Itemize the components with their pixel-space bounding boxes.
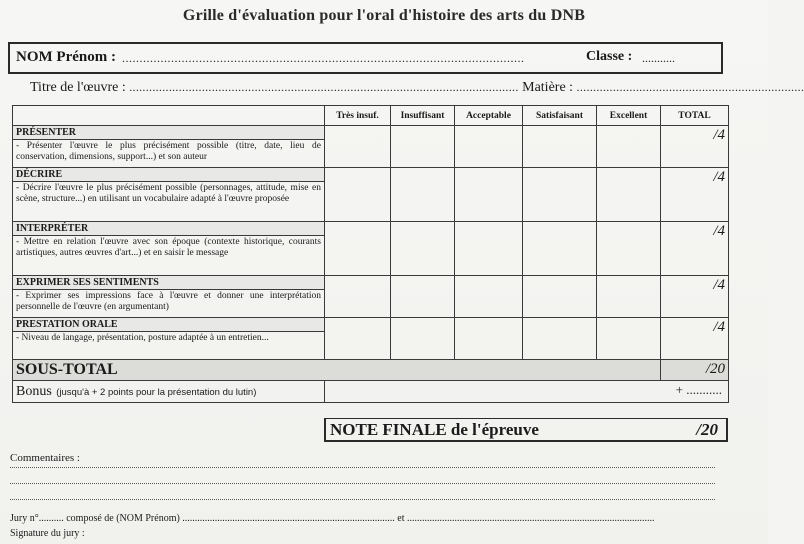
section-total: /4	[661, 276, 729, 318]
matiere-field[interactable]: .....................................................................	[576, 80, 804, 94]
bonus-note: (jusqu'à + 2 points pour la présentation du lutin)	[56, 387, 257, 398]
section-title: PRESTATION ORALE	[13, 318, 325, 332]
comments-line[interactable]	[10, 468, 715, 484]
score-cell[interactable]	[597, 318, 661, 360]
sous-total-row	[13, 360, 729, 381]
score-cell[interactable]	[523, 318, 597, 360]
score-cell[interactable]	[325, 126, 391, 168]
nom-prenom-field[interactable]: ...................................................................................................................	[122, 51, 525, 65]
score-cell[interactable]	[391, 276, 455, 318]
note-finale-label: NOTE FINALE de l'épreuve	[330, 420, 539, 439]
comments-area[interactable]	[10, 452, 715, 500]
criteria-description: - Décrire l'œuvre le plus précisément possible (personnages, attitude, mise en scène, structure...) en utilisant un vocabulaire adapté à l'œuvre proposée	[13, 182, 325, 222]
sous-total-score: /20	[661, 360, 729, 381]
score-cell[interactable]	[523, 126, 597, 168]
col-acceptable: Acceptable	[455, 106, 523, 126]
score-cell[interactable]	[455, 168, 523, 222]
section-row-prestation	[13, 318, 729, 332]
col-tres-insuf: Très insuf.	[325, 106, 391, 126]
page-title: Grille d'évaluation pour l'oral d'histoire des arts du DNB	[182, 7, 586, 24]
section-title: INTERPRÉTER	[13, 222, 325, 236]
matiere-label: Matière :	[522, 80, 574, 95]
criteria-description: - Niveau de langage, présentation, posture adaptée à un entretien...	[13, 332, 325, 360]
bonus-value[interactable]: + ...........	[325, 381, 729, 403]
score-cell[interactable]	[391, 126, 455, 168]
col-insuffisant: Insuffisant	[391, 106, 455, 126]
section-title: DÉCRIRE	[13, 168, 325, 182]
classe-field[interactable]: ...........	[642, 51, 675, 65]
score-cell[interactable]	[325, 318, 391, 360]
sous-total-label: SOUS-TOTAL	[16, 361, 118, 378]
score-cell[interactable]	[391, 222, 455, 276]
score-cell[interactable]	[391, 318, 455, 360]
titre-oeuvre-line	[30, 80, 804, 96]
col-satisfaisant: Satisfaisant	[523, 106, 597, 126]
grid-header-row	[13, 106, 729, 126]
score-cell[interactable]	[597, 222, 661, 276]
criteria-description: - Mettre en relation l'œuvre avec son époque (contexte historique, courants artistiques, autres œuvres d'art...) et en saisir le message	[13, 236, 325, 276]
sous-total-cell	[13, 360, 661, 381]
criteria-header	[13, 106, 325, 126]
score-cell[interactable]	[597, 126, 661, 168]
section-row-decrire	[13, 168, 729, 182]
comments-line[interactable]	[10, 484, 715, 500]
section-total: /4	[661, 318, 729, 360]
section-row-interpreter	[13, 222, 729, 236]
col-total: TOTAL	[661, 106, 729, 126]
score-cell[interactable]	[325, 222, 391, 276]
score-cell[interactable]	[455, 318, 523, 360]
titre-oeuvre-field[interactable]: ......................................................................................................................	[129, 80, 519, 94]
score-cell[interactable]	[523, 276, 597, 318]
section-title: PRÉSENTER	[13, 126, 325, 140]
score-cell[interactable]	[597, 168, 661, 222]
jury-line[interactable]: Jury n°.......... composé de (NOM Prénom) ..................................................................................... et ...................................................................................................	[10, 513, 655, 524]
bonus-cell	[13, 381, 325, 403]
score-cell[interactable]	[597, 276, 661, 318]
score-cell[interactable]	[455, 276, 523, 318]
score-cell[interactable]	[455, 126, 523, 168]
student-name-box	[8, 42, 723, 74]
col-excellent: Excellent	[597, 106, 661, 126]
note-finale-box	[324, 418, 728, 442]
nom-prenom-label: NOM Prénom :	[16, 49, 116, 65]
evaluation-grid	[12, 105, 729, 403]
classe-label: Classe :	[586, 49, 633, 64]
section-total: /4	[661, 168, 729, 222]
score-cell[interactable]	[325, 168, 391, 222]
comments-line[interactable]	[10, 452, 715, 468]
score-cell[interactable]	[455, 222, 523, 276]
bonus-label: Bonus	[16, 384, 52, 399]
section-total: /4	[661, 126, 729, 168]
section-row-presenter	[13, 126, 729, 140]
section-row-exprimer	[13, 276, 729, 290]
bonus-row	[13, 381, 729, 403]
score-cell[interactable]	[391, 168, 455, 222]
signature-label: Signature du jury :	[10, 528, 85, 539]
titre-oeuvre-label: Titre de l'œuvre :	[30, 80, 126, 95]
score-cell[interactable]	[325, 276, 391, 318]
note-finale-score: /20	[696, 420, 718, 439]
comments-label: Commentaires :	[10, 452, 80, 464]
criteria-description: - Présenter l'œuvre le plus précisément possible (titre, date, lieu de conservation, dimensions, support...) et son auteur	[13, 140, 325, 168]
criteria-description: - Exprimer ses impressions face à l'œuvre et donner une interprétation personnelle de l'œuvre (en argumentant)	[13, 290, 325, 318]
section-title: EXPRIMER SES SENTIMENTS	[13, 276, 325, 290]
section-total: /4	[661, 222, 729, 276]
score-cell[interactable]	[523, 168, 597, 222]
score-cell[interactable]	[523, 222, 597, 276]
